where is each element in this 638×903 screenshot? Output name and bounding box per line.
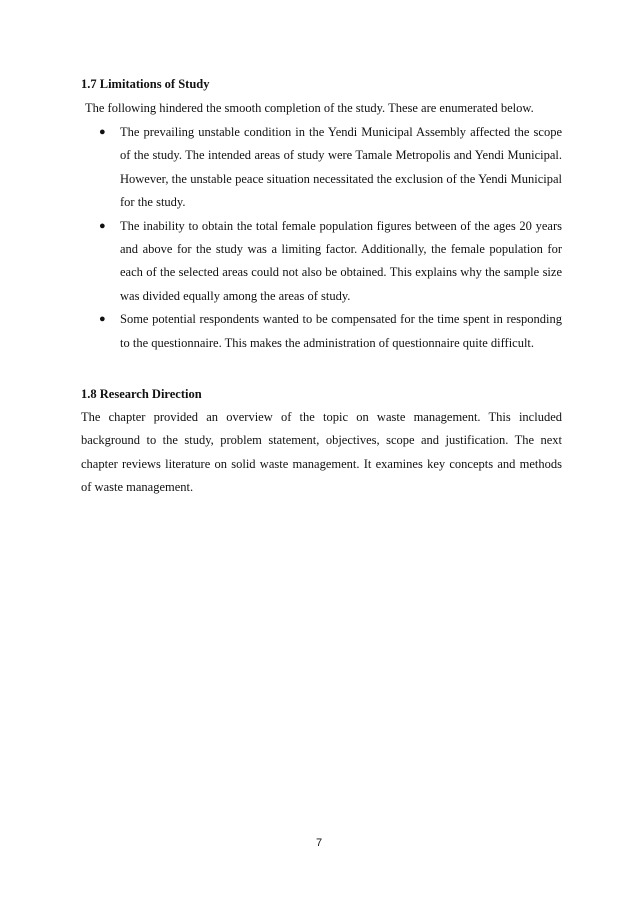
page-number: 7: [315, 837, 323, 849]
list-item: [92, 308, 562, 355]
list-item-text: Some potential respondents wanted to be compensated for the time spent in responding to the questionnaire. This makes the administration of questionnaire quite difficult.: [120, 312, 562, 350]
limitations-list: [92, 121, 562, 355]
list-item: [92, 215, 562, 309]
bullet-icon: ●: [99, 313, 106, 326]
research-direction-paragraph: The chapter provided an overview of the topic on waste management. This included background to the study, problem statement, objectives, scope and justification. The next chapter reviews literature on solid waste management. It examines key concepts and methods of waste management.: [81, 410, 562, 495]
bullet-icon: ●: [99, 126, 106, 138]
section-heading-research-direction: 1.8 Research Direction: [81, 387, 202, 401]
limitations-intro: The following hindered the smooth completion of the study. These are enumerated below.: [85, 101, 534, 115]
bullet-icon: ●: [99, 219, 106, 232]
section-heading-limitations: 1.7 Limitations of Study: [81, 77, 210, 91]
list-item-text: The prevailing unstable condition in the Yendi Municipal Assembly affected the scope of the study. The intended areas of study were Tamale Metropolis and Yendi Municipal. However, the unstable peace situation necessitated the exclusion of the Yendi Municipal for the study.: [120, 125, 562, 210]
list-item-text: The inability to obtain the total female population figures between of the ages 20 years and above for the study was a limiting factor. Additionally, the female population for each of the selected areas could not also be obtained. This explains why the sample size was divided equally among the areas of study.: [120, 218, 562, 303]
list-item: [92, 121, 562, 215]
